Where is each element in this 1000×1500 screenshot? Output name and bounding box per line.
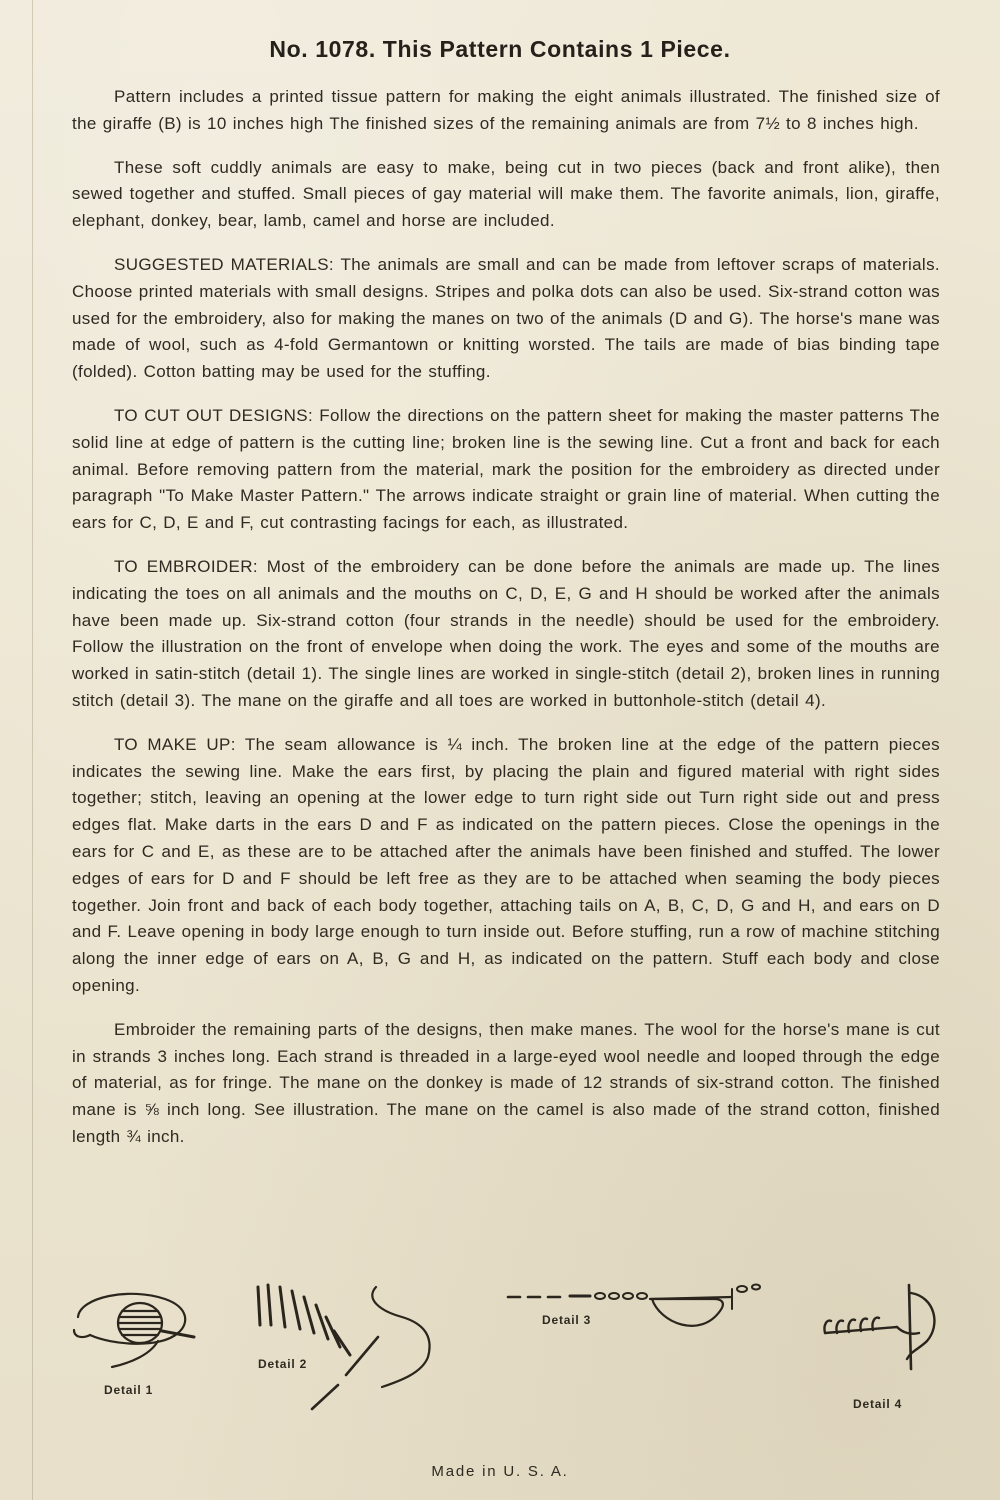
paragraph-make-up: TO MAKE UP: The seam allowance is ¼ inch. The broken line at the edge of the pattern pieces indicates the sewing line. Make the ears first, by placing the plain and figured material with right sides together; stitch, leaving an opening at the lower edge to turn right side out Turn right side out and press edges flat. Make darts in the ears D and F as indicated on the pattern pieces. Close the openings in the ears for C and E, as these are to be attached after the animals have been finished and stuffed. The lower edges of ears for D and F should be left free as they are to be attached when seaming the body pieces together. Join front and back of each body together, attaching tails on A, B, C, D, G and H, and ears on D and F. Leave opening in body large enough to turn inside out. Before stuffing, run a row of machine stitching along the inner edge of ears on A, B, G and H, as indicated on the pattern. Stuff each body and close opening. (72, 734, 940, 995)
detail-3-label: Detail 3 (542, 1313, 592, 1327)
running-stitch-illustration (500, 1275, 770, 1355)
detail-3-running-stitch (500, 1275, 770, 1365)
detail-1-satin-stitch (60, 1275, 220, 1405)
stitch-details-illustrations (0, 1275, 1000, 1435)
detail-2-single-stitch (250, 1275, 450, 1425)
paragraph-pattern-contents: Pattern includes a printed tissue pattern for making the eight animals illustrated. The finished size of the giraffe (B) is 10 inches high The finished sizes of the remaining animals are from 7½ to 8 inches high. (72, 87, 940, 133)
paragraph-description: These soft cuddly animals are easy to make, being cut in two pieces (back and front alike), then sewed together and stuffed. Small pieces of gay material will make them. The favorite animals, lion, giraffe, elephant, donkey, bear, lamb, camel and horse are included. (72, 157, 940, 231)
detail-4-label: Detail 4 (853, 1397, 903, 1411)
instructions-body (72, 84, 940, 1168)
detail-4-buttonhole-stitch (815, 1275, 955, 1425)
paragraph-suggested-materials: SUGGESTED MATERIALS: The animals are small and can be made from leftover scraps of materials. Choose printed materials with small designs. Stripes and polka dots can also be used. Six-strand cotton was used for the embroidery, also for making the manes on two of the animals (D and G). The horse's mane was made of wool, such as 4-fold Germantown or knitting worsted. The tails are made of bias binding tape (folded). Cotton batting may be used for the stuffing. (72, 254, 940, 382)
paragraph-embroider: TO EMBROIDER: Most of the embroidery can be done before the animals are made up. The lines indicating the toes on all animals and the mouths on C, D, E, G and H should be worked after the animals have been made up. Six-strand cotton (four strands in the needle) should be used for the embroidery. Follow the illustration on the front of envelope when doing the work. The eyes and some of the mouths are worked in satin-stitch (detail 1). The single lines are worked in single-stitch (detail 2), broken lines in running stitch (detail 3). The mane on the giraffe and all toes are worked in buttonhole-stitch (detail 4). (72, 556, 940, 710)
single-stitch-illustration (250, 1275, 450, 1425)
footer-made-in: Made in U. S. A. (431, 1463, 569, 1480)
paragraph-cut-out-designs: TO CUT OUT DESIGNS: Follow the directions on the pattern sheet for making the master patterns The solid line at edge of pattern is the cutting line; broken line is the sewing line. Cut a front and back for each animal. Before removing pattern from the material, mark the position for the embroidery as directed under paragraph "To Make Master Pattern." The arrows indicate straight or grain line of material. When cutting the ears for C, D, E and F, cut contrasting facings for each, as illustrated. (72, 405, 940, 533)
satin-stitch-illustration (60, 1275, 220, 1385)
detail-1-label: Detail 1 (104, 1383, 154, 1397)
paragraph-manes: Embroider the remaining parts of the designs, then make manes. The wool for the horse's mane is cut in strands 3 inches long. Each strand is threaded in a large-eyed wool needle and looped through the edge of material, as for fringe. The mane on the donkey is made of 12 strands of six-strand cotton. The finished mane is ⅝ inch long. See illustration. The mane on the camel is also made of the strand cotton, finished length ¾ inch. (72, 1019, 940, 1146)
buttonhole-stitch-illustration (815, 1275, 955, 1395)
detail-2-label: Detail 2 (258, 1357, 308, 1371)
page-title: No. 1078. This Pattern Contains 1 Piece. (269, 36, 731, 62)
